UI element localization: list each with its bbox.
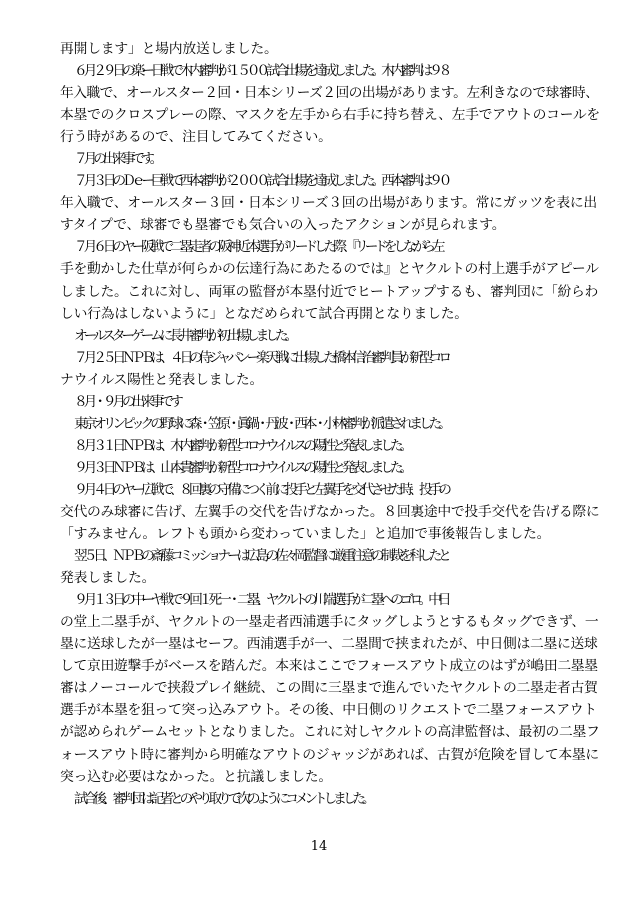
text-line: 選手が本塁を狙って突っ込みアウト。その後、中日側のリクエストで二塁フォースアウト [60,702,597,719]
text-line: 本塁でのクロスプレーの際、マスクを左手から右手に持ち替え、左手でアウトのコールを [60,107,600,124]
text-line: 行う時があるので、注目してみてください。 [60,129,332,146]
text-line: ７月６日のヤー阪戦で二塁走者の阪神近本選手がリードした際、『リードをしながら左 [74,239,442,256]
text-line: ６月２９日の楽ー日戦で木内審判が１５００試合出場を達成しました。木内審判は９８ [74,63,449,80]
text-line: ９月１３日の中ーヤ戦で９回１死一・二塁、ヤクルトの川端選手が二塁へのゴロ。中日 [74,592,448,609]
text-line: 突っ込む必要はなかった。と抗議しました。 [60,768,332,785]
text-line: ナウイルス陽性と発表しました。 [60,371,264,388]
text-line: ォースアウト時に審判から明確なアウトのジャッジがあれば、古賀が危険を冒して本塁に [60,746,599,763]
text-line: 「すみません。レフトも頭から変わっていました」と追加で事後報告しました。 [60,526,551,543]
body-text [60,38,600,810]
text-line: 交代のみ球審に告げ、左翼手の交代を告げなかった。８回裏途中で投手交代を告げる際に [60,503,600,520]
text-line: 再開します」と場内放送しました。 [60,41,278,57]
page-number: 14 [310,839,328,854]
text-line: して京田遊撃手がベースを踏んだ。本来はここでフォースアウト成立のはずが嶋田二塁塁 [60,658,598,675]
text-line: ９月３日ＮＰＢは、山本貴審判が新型コロナウイルスの陽性と発表しました。 [74,459,410,476]
text-line: 翌５日、ＮＰＢの斎藤コミッショナーは広島の佐々岡監督に厳重注意の制裁を科したと [74,548,448,565]
text-line: 年入職で、オールスター３回・日本シリーズ３回の出場があります。常にガッツを表に出 [60,195,597,212]
text-line: しました。これに対し、両軍の監督が本塁付近でヒートアップするも、審判団に「紛らわ [60,283,598,300]
text-line: ８月３１日ＮＰＢは、木内審判が新型コロナウイルスの陽性と発表しました。 [74,437,410,454]
text-line: すタイプで、球審でも塁審でも気合いの入ったアクションが見られます。 [60,217,506,234]
text-line: 審はノーコールで挟殺プレイ継続、この間に三塁まで進んでいたヤクルトの二塁走者古賀 [60,680,598,697]
text-line: 年入職で、オールスター２回・日本シリーズ２回の出場があります。左利きなので球審時、 [60,85,599,102]
text-line: 発表しました。 [60,570,156,587]
text-line: ７月２５日ＮＰＢは、４日の侍ジャパンー楽天戦に出場した橋本信治審判員が新型コロ [74,349,448,366]
text-line: 塁に送球したが一塁はセーフ。西浦選手が一、二塁間で挟まれたが、中日側は二塁に送球 [60,636,598,653]
text-line: しい行為はしないように」となだめられて試合再開となりました。 [60,305,468,322]
text-line: ７月の出来事です。 [74,151,160,168]
text-line: が認められゲームセットとなりました。これに対しヤクルトの高津監督は、最初の二塁フ [60,724,600,741]
text-line: ７月３日のＤｅー巨戦で西本審判が２０００試合出場を達成しました。西本審判は９０ [74,173,449,190]
text-line: 東京オリンピックの野球に森・笠原・眞鍋・丹波・西本・小林審判が派遣されました。 [74,415,448,432]
text-line: オールスターゲームに長井審判が初出場しました。 [74,327,295,344]
text-line: の堂上二塁手が、ヤクルトの一塁走者西浦選手にタッグしようとするもタッグできず、一 [60,614,599,631]
text-line: ９月４日のヤー広戦で、８回裏の守備につく前に投手と左翼手を交代させた時、投手の [74,481,448,498]
text-line: 手を動かした仕草が何らかの伝達行為にあたるのでは』とヤクルトの村上選手がアピール [60,261,599,278]
text-line: 試合後、審判団は記者とのやり取りで次のようにコメントしました。 [74,790,372,807]
text-line: ８月・９月の出来事です [74,393,180,410]
